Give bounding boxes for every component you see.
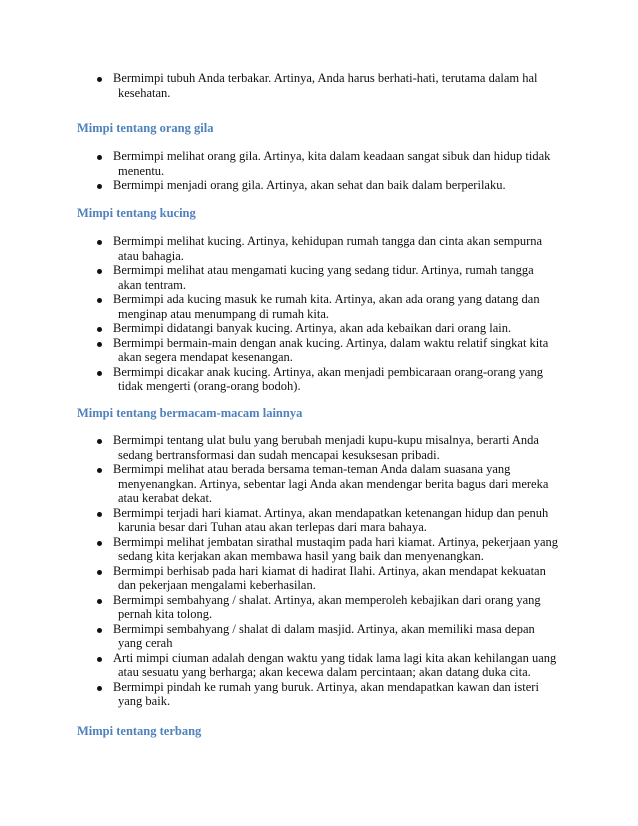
list-item-line: Bermimpi pindah ke rumah yang buruk. Artinya, akan mendapatkan kawan dan isteri	[113, 679, 539, 694]
list-item	[0, 462, 638, 506]
bullet-icon	[97, 628, 102, 633]
heading-kucing: Mimpi tentang kucing	[77, 206, 196, 220]
list-item-line: karunia besar dari Tuhan atau akan terlepas dari mara bahaya.	[118, 520, 427, 534]
bullet-icon	[97, 541, 102, 546]
bullet-icon	[97, 269, 102, 274]
bullet-icon	[97, 657, 102, 662]
bullet-icon	[97, 240, 102, 245]
list-item	[0, 292, 638, 321]
list-item-line: Bermimpi tentang ulat bulu yang berubah menjadi kupu-kupu misalnya, berarti Anda	[113, 433, 539, 447]
list-item	[0, 433, 638, 462]
list-item-line: Bermimpi tubuh Anda terbakar. Artinya, Anda harus berhati-hati, terutama dalam hal	[113, 71, 538, 85]
list-item	[0, 321, 638, 336]
bullet-icon	[97, 570, 102, 575]
list-item-line: Bermimpi sembahyang / shalat di dalam masjid. Artinya, akan memiliki masa depan	[113, 621, 535, 636]
list-item	[0, 336, 638, 365]
list-item-line: Bermimpi melihat jembatan sirathal mustaqim pada hari kiamat. Artinya, pekerjaan yang	[113, 534, 559, 549]
list-item	[0, 564, 638, 593]
list-item-line: atau bahagia.	[118, 248, 184, 263]
list-item	[0, 71, 638, 100]
list-item-line: Bermimpi melihat atau mengamati kucing yang sedang tidur. Artinya, rumah tangga	[113, 263, 534, 277]
bullet-list-tubuh	[0, 71, 638, 100]
list-item-line: Bermimpi menjadi orang gila. Artinya, akan sehat dan baik dalam berperilaku.	[113, 178, 506, 192]
list-item-line: yang cerah	[118, 636, 173, 650]
bullet-icon	[97, 686, 102, 691]
list-item-line: Bermimpi bermain-main dengan anak kucing. Artinya, dalam waktu relatif singkat kita	[113, 335, 549, 350]
bullet-icon	[97, 342, 102, 347]
bullet-icon	[97, 184, 102, 189]
list-item	[0, 365, 638, 394]
list-item-line: kesehatan.	[118, 85, 171, 100]
bullet-icon	[97, 468, 102, 473]
bullet-icon	[97, 298, 102, 303]
list-item-line: Bermimpi ada kucing masuk ke rumah kita. Artinya, akan ada orang yang datang dan	[113, 292, 540, 306]
bullet-list-kucing	[0, 234, 638, 394]
bullet-icon	[97, 77, 102, 82]
list-item-line: atau kerabat dekat.	[118, 491, 213, 505]
list-item	[0, 651, 638, 680]
list-item-line: Bermimpi melihat orang gila. Artinya, kita dalam keadaan sangat sibuk dan hidup tidak	[113, 149, 551, 163]
list-item	[0, 149, 638, 178]
list-item	[0, 593, 638, 622]
list-item-line: akan segera mendapat kesenangan.	[118, 350, 293, 364]
list-item-line: akan tentram.	[118, 277, 187, 292]
list-item	[0, 234, 638, 263]
list-item-line: Bermimpi dicakar anak kucing. Artinya, akan menjadi pembicaraan orang-orang yang	[113, 364, 544, 379]
list-item-line: menyenangkan. Artinya, sebentar lagi Anda akan mendengar berita bagus dari mereka	[118, 476, 549, 491]
list-item-line: sedang kita kerjakan akan membawa hasil yang baik dan menyenangkan.	[118, 549, 484, 563]
list-item	[0, 178, 638, 193]
list-item-line: Bermimpi sembahyang / shalat. Artinya, akan memperoleh kebajikan dari orang yang	[113, 592, 541, 607]
list-item-line: menginap atau menumpang di rumah kita.	[118, 306, 330, 321]
bullet-icon	[97, 512, 102, 517]
list-item	[0, 535, 638, 564]
list-item-line: yang baik.	[118, 694, 171, 708]
bullet-icon	[97, 439, 102, 444]
list-item	[0, 263, 638, 292]
list-item	[0, 506, 638, 535]
list-item-line: Bermimpi terjadi hari kiamat. Artinya, akan mendapatkan ketenangan hidup dan penuh	[113, 505, 549, 520]
list-item-line: pernah kita tolong.	[118, 607, 213, 621]
bullet-icon	[97, 599, 102, 604]
list-item-line: atau sesuatu yang berharga; akan kecewa dalam percintaan; akan datang duka cita.	[118, 665, 531, 679]
heading-bermacam-macam: Mimpi tentang bermacam-macam lainnya	[77, 406, 303, 420]
bullet-icon	[97, 327, 102, 332]
list-item-line: Bermimpi didatangi banyak kucing. Artinya, akan ada kebaikan dari orang lain.	[113, 321, 512, 335]
heading-terbang: Mimpi tentang terbang	[77, 724, 202, 738]
bullet-icon	[97, 155, 102, 160]
list-item-line: Bermimpi melihat kucing. Artinya, kehidupan rumah tangga dan cinta akan sempurna	[113, 234, 543, 248]
bullet-icon	[97, 371, 102, 376]
list-item-line: Arti mimpi ciuman adalah dengan waktu yang tidak lama lagi kita akan kehilangan uang	[113, 650, 557, 665]
heading-orang-gila: Mimpi tentang orang gila	[77, 121, 214, 135]
list-item-line: tidak mengerti (orang-orang bodoh).	[118, 379, 301, 393]
list-item-line: sedang bertransformasi dan sudah mencapai kesuksesan pribadi.	[118, 447, 440, 462]
list-item-line: Bermimpi berhisab pada hari kiamat di hadirat Ilahi. Artinya, akan mendapat kekuatan	[113, 563, 546, 578]
bullet-list-orang-gila	[0, 149, 638, 193]
list-item-line: dan pekerjaan mengalami keberhasilan.	[118, 578, 316, 592]
list-item	[0, 680, 638, 709]
bullet-list-lainnya	[0, 433, 638, 709]
list-item	[0, 622, 638, 651]
list-item-line: Bermimpi melihat atau berada bersama teman-teman Anda dalam suasana yang	[113, 462, 511, 476]
list-item-line: menentu.	[118, 163, 165, 178]
